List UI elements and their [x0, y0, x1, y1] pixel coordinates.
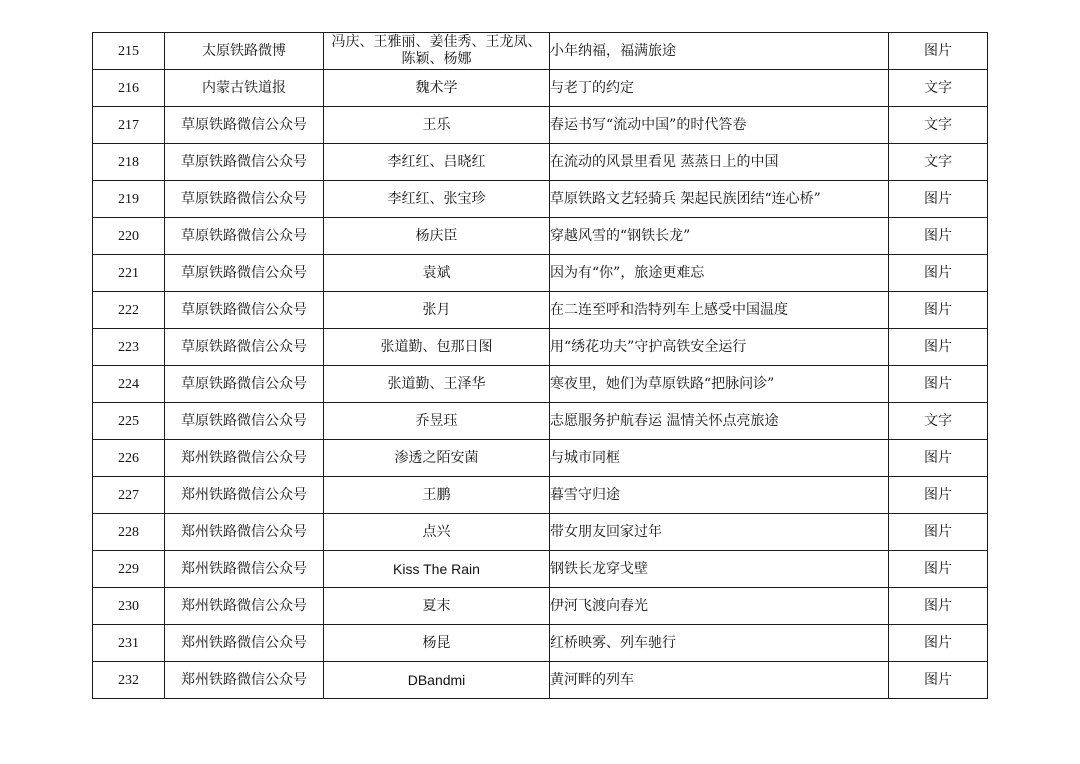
work-type-cell: 文字	[889, 144, 988, 181]
row-number-cell: 228	[93, 514, 165, 551]
author-cell: 夏末	[324, 588, 550, 625]
work-type-cell: 图片	[889, 33, 988, 70]
work-type-cell: 图片	[889, 588, 988, 625]
work-type-cell: 文字	[889, 403, 988, 440]
work-type-cell: 图片	[889, 181, 988, 218]
work-title-cell: 因为有“你”，旅途更难忘	[550, 255, 889, 292]
row-number-cell: 231	[93, 625, 165, 662]
work-type-cell: 图片	[889, 329, 988, 366]
author-cell: 乔昱珏	[324, 403, 550, 440]
row-number-cell: 223	[93, 329, 165, 366]
row-number-cell: 230	[93, 588, 165, 625]
table-row	[93, 551, 988, 588]
author-cell: 张月	[324, 292, 550, 329]
media-name-cell: 郑州铁路微信公众号	[165, 440, 324, 477]
table-row	[93, 588, 988, 625]
media-name-cell: 草原铁路微信公众号	[165, 255, 324, 292]
media-name-cell: 郑州铁路微信公众号	[165, 477, 324, 514]
row-number-cell: 232	[93, 662, 165, 699]
work-title-cell: 红桥映雾、列车驰行	[550, 625, 889, 662]
work-title-cell: 志愿服务护航春运 温情关怀点亮旅途	[550, 403, 889, 440]
row-number-cell: 217	[93, 107, 165, 144]
work-title-cell: 用“绣花功夫”守护高铁安全运行	[550, 329, 889, 366]
row-number-cell: 216	[93, 70, 165, 107]
table-row	[93, 255, 988, 292]
entries-table-body	[93, 33, 988, 699]
work-title-cell: 伊河飞渡向春光	[550, 588, 889, 625]
table-row	[93, 292, 988, 329]
entries-table	[92, 32, 988, 699]
author-cell: 张道勤、王泽华	[324, 366, 550, 403]
row-number-cell: 225	[93, 403, 165, 440]
work-title-cell: 钢铁长龙穿戈壁	[550, 551, 889, 588]
media-name-cell: 郑州铁路微信公众号	[165, 588, 324, 625]
author-cell: 张道勤、包那日图	[324, 329, 550, 366]
author-cell: 渗透之陌安菌	[324, 440, 550, 477]
work-type-cell: 文字	[889, 70, 988, 107]
work-title-cell: 暮雪守归途	[550, 477, 889, 514]
row-number-cell: 229	[93, 551, 165, 588]
work-title-cell: 在流动的风景里看见 蒸蒸日上的中国	[550, 144, 889, 181]
work-type-cell: 图片	[889, 514, 988, 551]
work-title-cell: 草原铁路文艺轻骑兵 架起民族团结“连心桥”	[550, 181, 889, 218]
row-number-cell: 220	[93, 218, 165, 255]
work-title-cell: 穿越风雪的“钢铁长龙”	[550, 218, 889, 255]
media-name-cell: 郑州铁路微信公众号	[165, 551, 324, 588]
table-row	[93, 107, 988, 144]
work-title-cell: 小年纳福，福满旅途	[550, 33, 889, 70]
row-number-cell: 221	[93, 255, 165, 292]
author-cell: 李红红、吕晓红	[324, 144, 550, 181]
row-number-cell: 222	[93, 292, 165, 329]
row-number-cell: 224	[93, 366, 165, 403]
table-row	[93, 144, 988, 181]
work-title-cell: 与老丁的约定	[550, 70, 889, 107]
author-cell: 袁斌	[324, 255, 550, 292]
work-type-cell: 图片	[889, 366, 988, 403]
media-name-cell: 草原铁路微信公众号	[165, 181, 324, 218]
media-name-cell: 郑州铁路微信公众号	[165, 662, 324, 699]
author-cell: 冯庆、王雅丽、姜佳秀、王龙凤、陈颖、杨娜	[324, 33, 550, 70]
media-name-cell: 草原铁路微信公众号	[165, 144, 324, 181]
row-number-cell: 227	[93, 477, 165, 514]
row-number-cell: 219	[93, 181, 165, 218]
table-row	[93, 366, 988, 403]
author-cell: 杨庆臣	[324, 218, 550, 255]
table-row	[93, 329, 988, 366]
work-title-cell: 带女朋友回家过年	[550, 514, 889, 551]
table-row	[93, 514, 988, 551]
work-type-cell: 图片	[889, 477, 988, 514]
work-title-cell: 黄河畔的列车	[550, 662, 889, 699]
row-number-cell: 218	[93, 144, 165, 181]
media-name-cell: 草原铁路微信公众号	[165, 329, 324, 366]
author-cell: DBandmi	[324, 662, 550, 699]
work-title-cell: 与城市同框	[550, 440, 889, 477]
author-cell: 王鹏	[324, 477, 550, 514]
table-row	[93, 625, 988, 662]
work-type-cell: 图片	[889, 551, 988, 588]
table-row	[93, 70, 988, 107]
media-name-cell: 草原铁路微信公众号	[165, 107, 324, 144]
work-title-cell: 在二连至呼和浩特列车上感受中国温度	[550, 292, 889, 329]
media-name-cell: 内蒙古铁道报	[165, 70, 324, 107]
work-type-cell: 文字	[889, 107, 988, 144]
work-type-cell: 图片	[889, 662, 988, 699]
work-type-cell: 图片	[889, 440, 988, 477]
media-name-cell: 草原铁路微信公众号	[165, 292, 324, 329]
row-number-cell: 226	[93, 440, 165, 477]
table-row	[93, 403, 988, 440]
author-cell: 王乐	[324, 107, 550, 144]
table-row	[93, 181, 988, 218]
media-name-cell: 郑州铁路微信公众号	[165, 514, 324, 551]
row-number-cell: 215	[93, 33, 165, 70]
media-name-cell: 太原铁路微博	[165, 33, 324, 70]
table-row	[93, 440, 988, 477]
author-cell: 魏术学	[324, 70, 550, 107]
work-type-cell: 图片	[889, 255, 988, 292]
author-cell: 杨昆	[324, 625, 550, 662]
author-cell: 点兴	[324, 514, 550, 551]
work-type-cell: 图片	[889, 625, 988, 662]
work-title-cell: 寒夜里，她们为草原铁路“把脉问诊”	[550, 366, 889, 403]
table-row	[93, 218, 988, 255]
media-name-cell: 草原铁路微信公众号	[165, 218, 324, 255]
table-row	[93, 477, 988, 514]
table-row	[93, 662, 988, 699]
work-title-cell: 春运书写“流动中国”的时代答卷	[550, 107, 889, 144]
media-name-cell: 郑州铁路微信公众号	[165, 625, 324, 662]
work-type-cell: 图片	[889, 218, 988, 255]
table-row	[93, 33, 988, 70]
author-cell: 李红红、张宝珍	[324, 181, 550, 218]
author-cell: Kiss The Rain	[324, 551, 550, 588]
work-type-cell: 图片	[889, 292, 988, 329]
media-name-cell: 草原铁路微信公众号	[165, 403, 324, 440]
media-name-cell: 草原铁路微信公众号	[165, 366, 324, 403]
